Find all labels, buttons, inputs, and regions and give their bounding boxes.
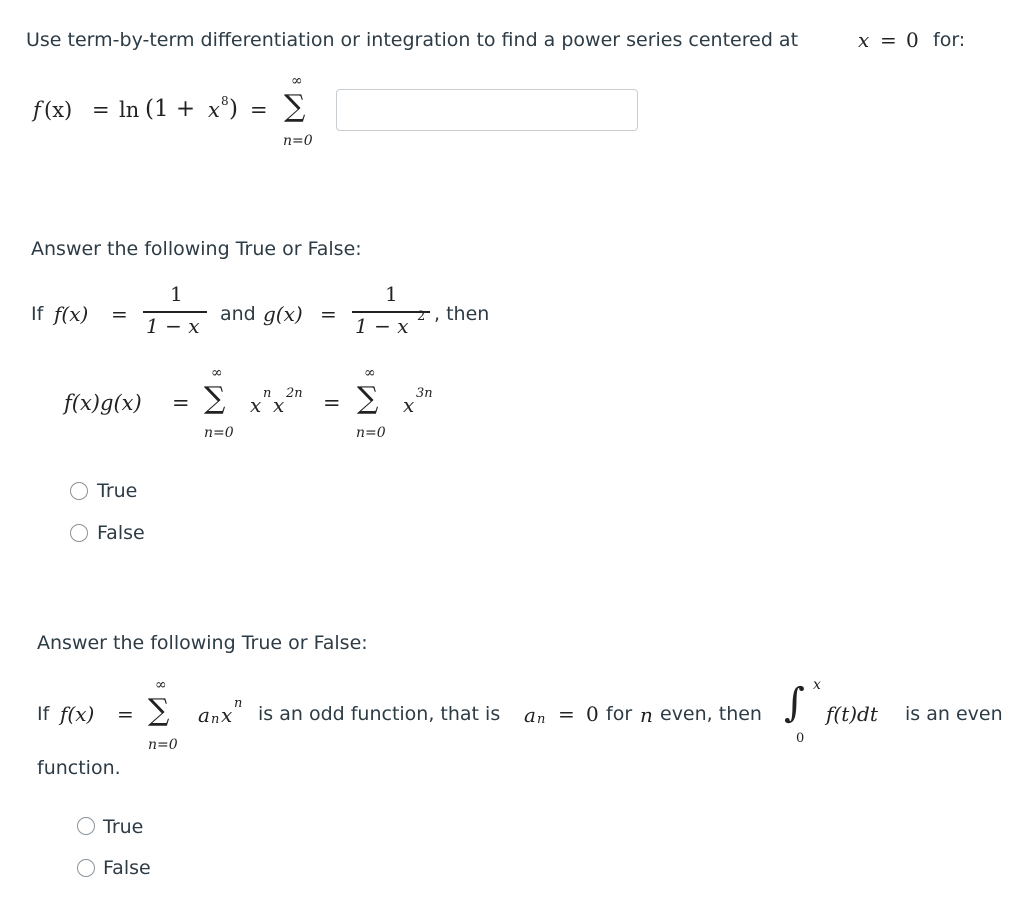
- q2-and: and: [220, 303, 256, 325]
- q1-open: (1 +: [145, 96, 196, 122]
- q2-sum1-sign: ∑: [204, 381, 226, 416]
- q3-term-a: a: [198, 703, 210, 727]
- q3-n: n: [640, 703, 653, 727]
- q3-an-zero: 0: [586, 702, 599, 726]
- q3-radio-true[interactable]: [77, 817, 95, 835]
- q3-term-exp: n: [234, 696, 243, 711]
- q3-text1: is an odd function, that is: [258, 703, 501, 725]
- q1-x: x: [208, 98, 220, 122]
- q3-an-a: a: [524, 703, 536, 727]
- q3-term-x: x: [221, 703, 233, 727]
- q3-sum-bottom: n=0: [148, 737, 178, 753]
- q3-eq: =: [117, 702, 134, 726]
- q3-f-of-x: f(x): [60, 702, 95, 726]
- q3-option-true-label[interactable]: True: [103, 816, 144, 838]
- q1-cond-eq: =: [880, 28, 897, 52]
- q1-sum-bottom: n=0: [283, 133, 313, 149]
- q2-g-num: 1: [385, 282, 398, 306]
- q2-term1-x2: x: [273, 393, 285, 417]
- q1-ln: ln: [119, 98, 140, 122]
- q2-sum2-sign: ∑: [357, 381, 379, 416]
- q2-g-of-x: g(x): [263, 302, 303, 326]
- q3-term-sub: n: [211, 712, 220, 727]
- q2-term1-e2: 2n: [286, 386, 303, 401]
- q2-sum2-top: ∞: [364, 365, 376, 381]
- q1-paren-x: (x): [44, 98, 73, 122]
- q2-term1-x1: x: [250, 393, 262, 417]
- q2-g-den-exp: 2: [417, 309, 426, 324]
- q1-f: f: [33, 98, 41, 122]
- q1-answer-input[interactable]: [336, 89, 638, 131]
- q3-text3: even, then: [660, 703, 762, 725]
- q3-option-false-label[interactable]: False: [103, 857, 151, 879]
- q3-int-lower: 0: [796, 731, 805, 746]
- q3-text5: function.: [37, 757, 121, 779]
- q3-text4: is an even: [905, 703, 1003, 725]
- q1-cond-zero: 0: [906, 28, 919, 52]
- q2-prod-eq2: =: [323, 391, 341, 415]
- q3-sum-sign: ∑: [148, 693, 170, 728]
- q2-eq: =: [111, 302, 128, 326]
- q2-sum1-top: ∞: [211, 365, 223, 381]
- q2-f-of-x: f(x): [54, 302, 89, 326]
- q1-sum-top: ∞: [291, 73, 303, 89]
- q3-heading: Answer the following True or False:: [37, 632, 368, 654]
- q3-text2: for: [606, 703, 633, 725]
- q2-f-den: 1 − x: [146, 314, 200, 338]
- q2-sum1-bottom: n=0: [204, 425, 234, 441]
- q3-integrand: f(t)dt: [826, 702, 878, 726]
- q2-eq-g: =: [320, 302, 337, 326]
- q2-radio-true[interactable]: [70, 482, 88, 500]
- q3-integral-sign: ∫: [784, 680, 805, 726]
- q2-term2-e: 3n: [416, 386, 433, 401]
- q2-if: If: [31, 303, 44, 325]
- q2-term2-x: x: [403, 393, 415, 417]
- q2-g-den-base: 1 − x: [355, 314, 409, 338]
- q2-term1-e1: n: [263, 386, 272, 401]
- q2-sum2-bottom: n=0: [356, 425, 386, 441]
- q2-radio-false[interactable]: [70, 524, 88, 542]
- q2-prod-lhs: f(x)g(x): [64, 391, 142, 415]
- q1-eq2: =: [250, 98, 268, 122]
- q3-radio-false[interactable]: [77, 859, 95, 877]
- q2-prod-eq1: =: [172, 391, 190, 415]
- q2-option-false-label[interactable]: False: [97, 522, 145, 544]
- q3-sum-top: ∞: [155, 677, 167, 693]
- q2-f-num: 1: [170, 282, 183, 306]
- q3-if: If: [37, 703, 50, 725]
- q1-exp: 8: [221, 94, 229, 108]
- q2-f-fraction-bar: [143, 311, 207, 313]
- q1-sum-sign: ∑: [284, 89, 306, 124]
- q1-eq1: =: [92, 98, 110, 122]
- q1-for: for:: [933, 29, 966, 51]
- q3-an-sub: n: [537, 712, 546, 727]
- q1-cond-x: x: [858, 28, 870, 52]
- q1-close: ): [229, 96, 238, 122]
- q2-then: , then: [434, 303, 490, 325]
- q2-heading: Answer the following True or False:: [31, 238, 362, 260]
- q3-an-eq: =: [558, 702, 575, 726]
- q2-option-true-label[interactable]: True: [97, 480, 138, 502]
- q3-int-upper: x: [813, 677, 821, 693]
- q1-prompt: Use term-by-term differentiation or integration to find a power series centered at: [26, 29, 799, 51]
